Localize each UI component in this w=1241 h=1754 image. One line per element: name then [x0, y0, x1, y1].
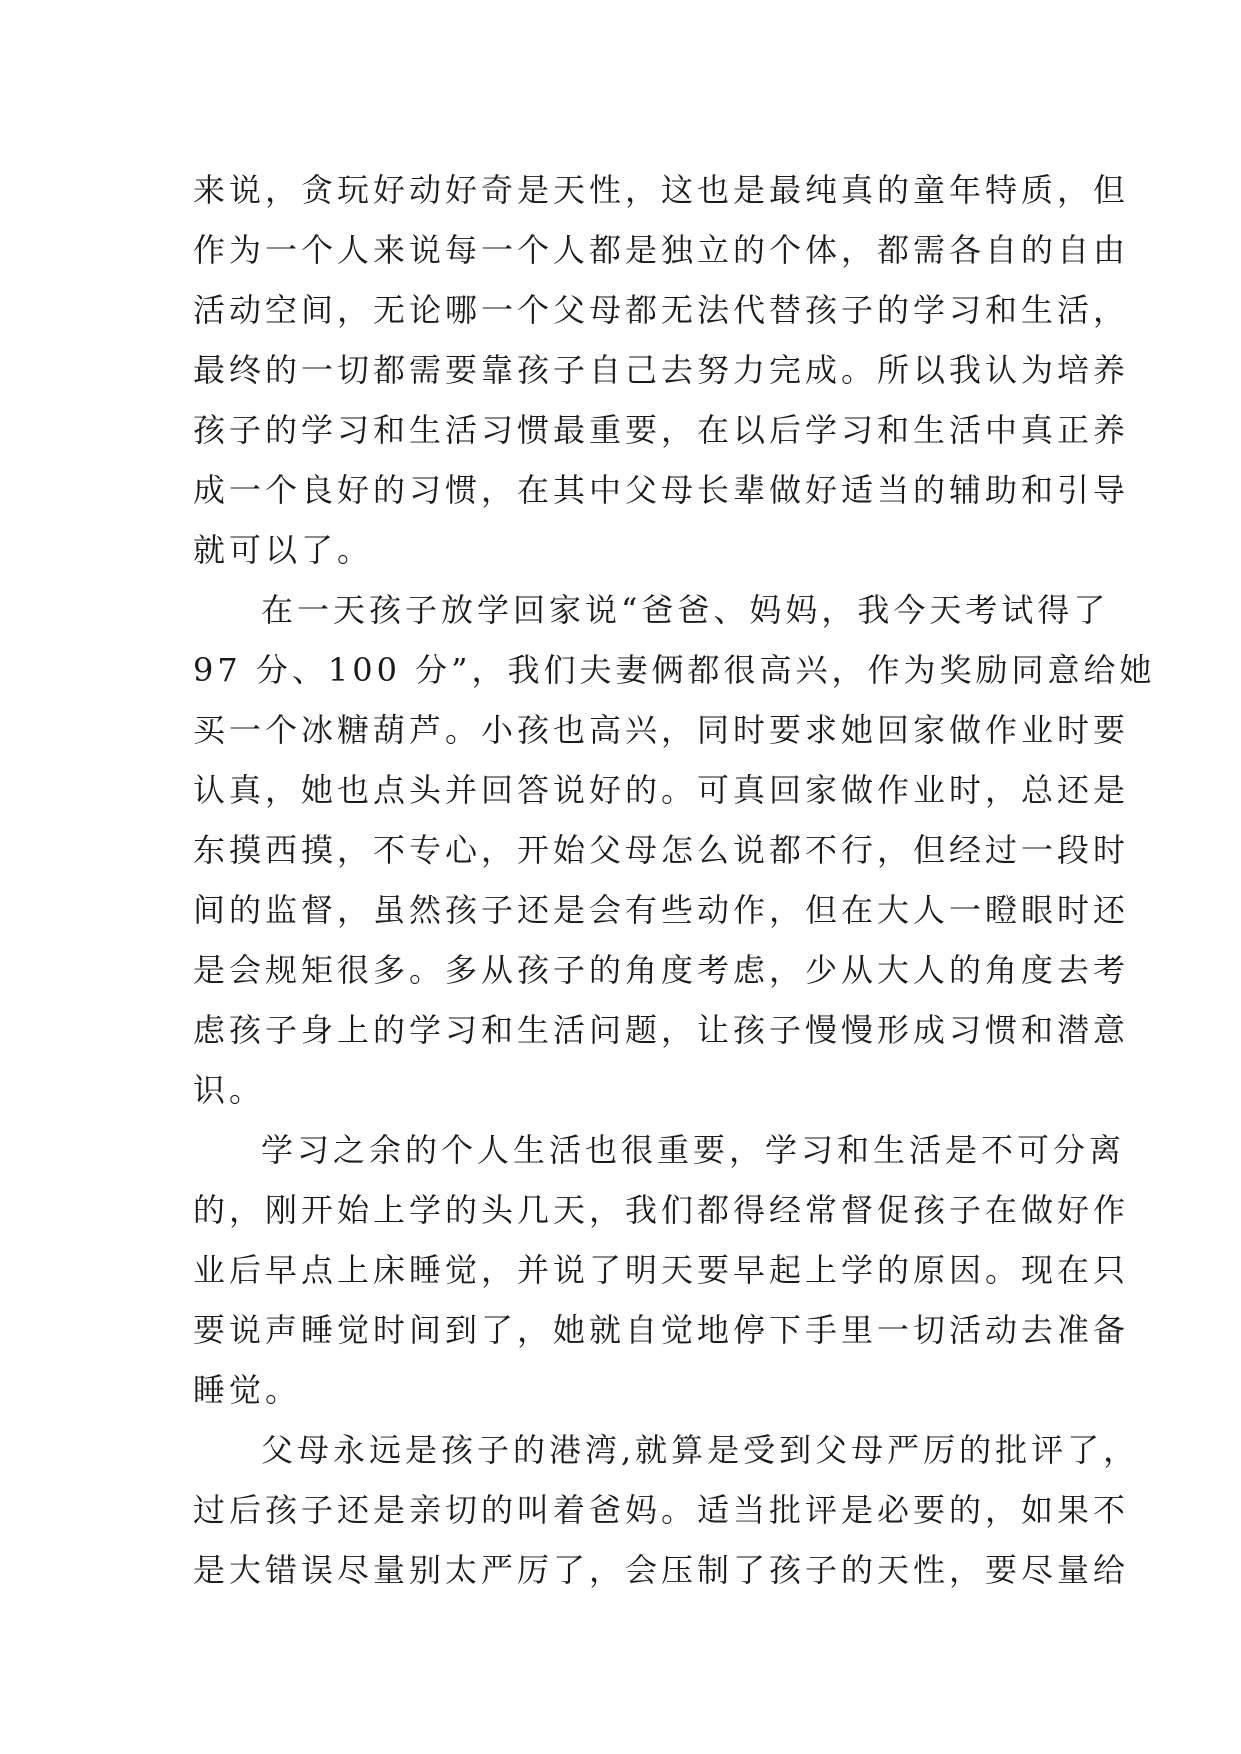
paragraph-4-line-1: 父母永远是孩子的港湾,就算是受到父母严厉的批评了，: [261, 1431, 1140, 1469]
paragraph-2-line-8: 虑孩子身上的学习和生活问题，让孩子慢慢形成习惯和潜意: [193, 1011, 1130, 1049]
paragraph-2-line-4: 认真，她也点头并回答说好的。可真回家做作业时，总还是: [193, 771, 1130, 809]
paragraph-1-line-3: 活动空间，无论哪一个父母都无法代替孩子的学习和生活，: [193, 291, 1130, 329]
paragraph-2-line-7: 是会规矩很多。多从孩子的角度考虑，少从大人的角度去考: [193, 951, 1130, 989]
paragraph-2-line-1: 在一天孩子放学回家说“爸爸、妈妈，我今天考试得了: [261, 591, 1110, 629]
paragraph-2-line-2: 97 分、100 分”，我们夫妻俩都很高兴，作为奖励同意给她: [193, 651, 1156, 689]
paragraph-3-line-2: 的，刚开始上学的头几天，我们都得经常督促孩子在做好作: [193, 1191, 1130, 1229]
paragraph-1-line-5: 孩子的学习和生活习惯最重要，在以后学习和生活中真正养: [193, 411, 1130, 449]
paragraph-1-line-7: 就可以了。: [193, 531, 374, 569]
document-body: [193, 160, 1156, 1600]
paragraph-3-line-3: 业后早点上床睡觉，并说了明天要早起上学的原因。现在只: [193, 1251, 1130, 1289]
paragraph-1-line-2: 作为一个人来说每一个人都是独立的个体，都需各自的自由: [193, 231, 1130, 269]
paragraph-1-line-6: 成一个良好的习惯，在其中父母长辈做好适当的辅助和引导: [193, 471, 1130, 509]
paragraph-4-line-2: 过后孩子还是亲切的叫着爸妈。适当批评是必要的，如果不: [193, 1491, 1130, 1529]
paragraph-2-line-3: 买一个冰糖葫芦。小孩也高兴，同时要求她回家做作业时要: [193, 711, 1130, 749]
paragraph-3-line-4: 要说声睡觉时间到了，她就自觉地停下手里一切活动去准备: [193, 1311, 1130, 1349]
paragraph-1-line-1: 来说，贪玩好动好奇是天性，这也是最纯真的童年特质，但: [193, 171, 1130, 209]
paragraph-3-line-5: 睡觉。: [193, 1371, 302, 1409]
paragraph-2-line-5: 东摸西摸，不专心，开始父母怎么说都不行，但经过一段时: [193, 831, 1130, 869]
paragraph-3-line-1: 学习之余的个人生活也很重要，学习和生活是不可分离: [261, 1131, 1126, 1169]
paragraph-1-line-4: 最终的一切都需要靠孩子自己去努力完成。所以我认为培养: [193, 351, 1130, 389]
paragraph-2-line-6: 间的监督，虽然孩子还是会有些动作，但在大人一瞪眼时还: [193, 891, 1130, 929]
paragraph-4-line-3: 是大错误尽量别太严厉了，会压制了孩子的天性，要尽量给: [193, 1551, 1130, 1589]
paragraph-2-line-9: 识。: [193, 1071, 266, 1109]
